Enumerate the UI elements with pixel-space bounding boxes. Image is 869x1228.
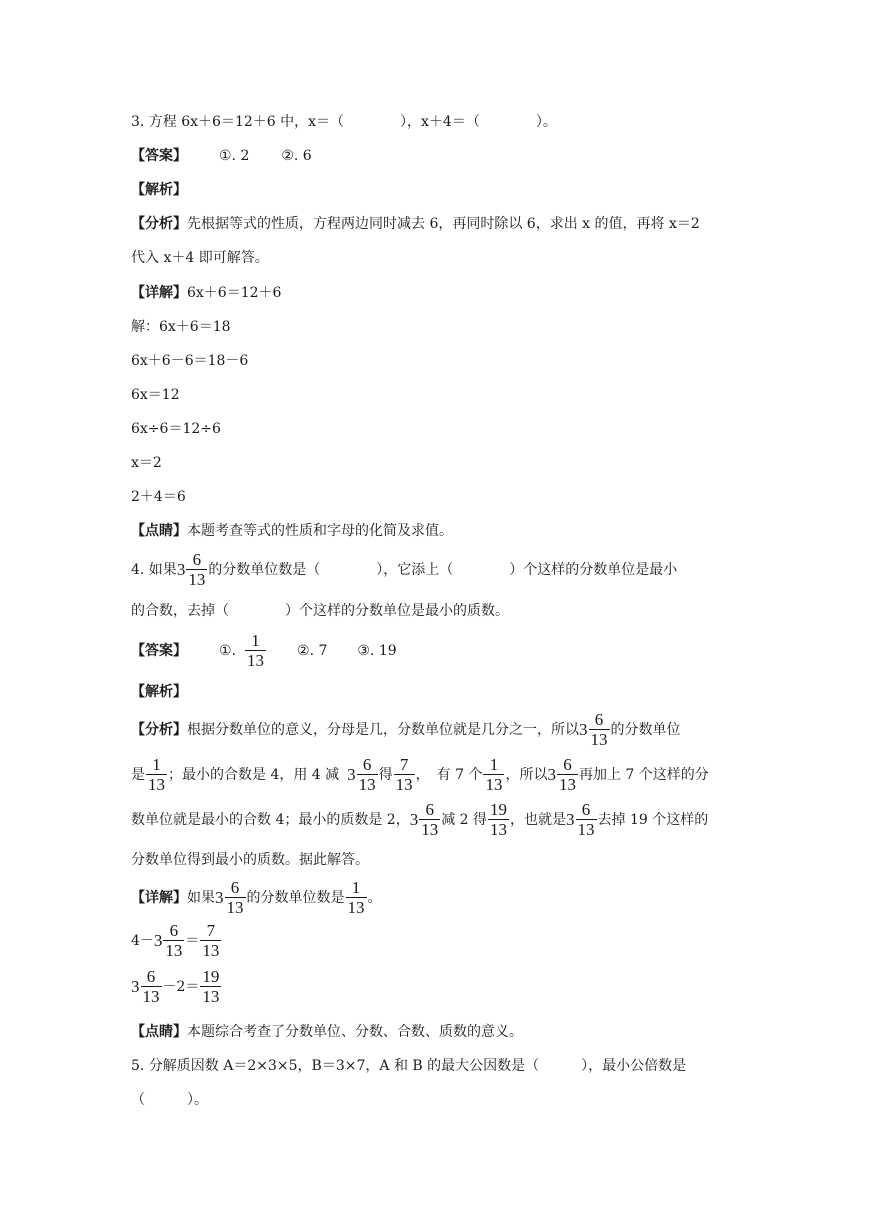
analysis-label: 【解析】 xyxy=(131,182,187,198)
fraction: $\frac{6}{13}$ xyxy=(590,710,608,749)
fraction: $\frac{19}{13}$ xyxy=(202,967,220,1006)
fraction: $\frac{1}{13}$ xyxy=(148,755,165,794)
q4-comment: 【点睛】本题综合考查了分数单位、分数、合数、质数的意义。 xyxy=(131,1024,523,1040)
solution-step: x＝2 xyxy=(131,455,162,471)
answer-1: ①. 2 xyxy=(219,148,250,164)
q4-answer: 【答案】 ①. $\frac{1}{13}$ ②. 7 ③. 19 xyxy=(131,631,397,670)
fraction: $\frac{7}{13}$ xyxy=(202,921,220,960)
fenxi-text: 先根据等式的性质，方程两边同时减去 6，再同时除以 6，求出 x 的值，再将 x＝2 xyxy=(187,216,700,232)
q5-question: 5. 分解质因数 A＝2×3×5，B＝3×7，A 和 B 的最大公因数是（ ），最小公倍数是 xyxy=(131,1058,687,1074)
fraction: $\frac{19}{13}$ xyxy=(490,800,508,839)
solution-step: 6x＋6－6＝18－6 xyxy=(131,353,249,369)
answer-label: 【答案】 xyxy=(131,148,187,164)
q4-question-cont: 的合数，去掉（ ）个这样的分数单位是最小的质数。 xyxy=(131,603,509,619)
solution-step: 6x＝12 xyxy=(131,387,180,403)
fraction: $\frac{6}{13}$ xyxy=(358,755,376,794)
q4-analysis-l1: 【分析】 根据分数单位的意义，分母是几，分数单位就是几分之一，所以 3 $\frac{6}{13}$ 的分数单位 xyxy=(131,710,681,749)
detail-label: 【详解】 xyxy=(131,285,187,301)
comment-text: 本题考查等式的性质和字母的化简及求值。 xyxy=(187,523,453,539)
solution-step: 2＋4＝6 xyxy=(131,489,186,505)
fenxi-label: 【分析】 xyxy=(131,216,187,232)
q4-equation-1: 4－ 3 $\frac{6}{13}$ ＝ $\frac{7}{13}$ xyxy=(131,921,220,960)
detail-text: 6x＋6＝12＋6 xyxy=(187,285,282,301)
q4-equation-2: 3 $\frac{6}{13}$ －2＝ $\frac{19}{13}$ xyxy=(131,967,220,1006)
fraction: $\frac{1}{13}$ xyxy=(485,755,503,794)
q4-analysis-l2: 是 $\frac{1}{13}$ ；最小的合数是 4，用 4 减 3 $\frac{6}{13}$ 得 $\frac{7}{13}$ ， 有 7 个 $\frac{1}{13}$ ，所以 3 $\frac{6}{13}$ 再加上 7 个这样的分 xyxy=(131,755,709,794)
mixed-whole: 3 xyxy=(176,560,186,580)
q3-analysis-cont: 代入 x＋4 即可解答。 xyxy=(131,250,269,266)
solution-step: 解：6x＋6＝18 xyxy=(131,319,231,335)
q5-question-cont: （ ）。 xyxy=(131,1092,208,1108)
q4-question: 4. 如果 3 $\frac{6}{13}$ 的分数单位数是（ ），它添上（ ）个这样的分数单位是最小 xyxy=(131,550,678,589)
solution-step: 6x÷6＝12÷6 xyxy=(131,421,221,437)
fraction: $\frac{6}{13}$ xyxy=(188,550,206,589)
fraction: $\frac{6}{13}$ xyxy=(558,755,576,794)
q4-analysis-l3: 数单位就是最小的合数 4；最小的质数是 2， 3 $\frac{6}{13}$ 减 2 得 $\frac{19}{13}$ ，也就是 3 $\frac{6}{13}$ 去掉 19 个这样的 xyxy=(131,800,709,839)
analysis-label: 【解析】 xyxy=(131,684,187,700)
fraction: $\frac{1}{13}$ xyxy=(247,631,265,670)
fraction: $\frac{6}{13}$ xyxy=(421,800,439,839)
comment-label: 【点睛】 xyxy=(131,523,187,539)
q4-detail: 【详解】 如果 3 $\frac{6}{13}$ 的分数单位数是 $\frac{1}{13}$ 。 xyxy=(131,878,382,917)
fraction: $\frac{7}{13}$ xyxy=(395,755,413,794)
q3-comment xyxy=(131,524,453,538)
fraction: $\frac{1}{13}$ xyxy=(347,878,365,917)
q3-answer xyxy=(131,149,312,163)
q3-question: 3. 方程 6x＋6＝12＋6 中，x＝（ ），x＋4＝（ ）。 xyxy=(131,114,557,130)
q3-detail xyxy=(131,286,281,300)
fraction: $\frac{6}{13}$ xyxy=(226,878,244,917)
fraction: $\frac{6}{13}$ xyxy=(142,967,160,1006)
q4-analysis-l4: 分数单位得到最小的质数。据此解答。 xyxy=(131,852,369,868)
fraction: $\frac{6}{13}$ xyxy=(165,921,183,960)
answer-2: ②. 6 xyxy=(281,148,312,164)
q3-analysis xyxy=(131,217,700,231)
fraction: $\frac{6}{13}$ xyxy=(577,800,595,839)
